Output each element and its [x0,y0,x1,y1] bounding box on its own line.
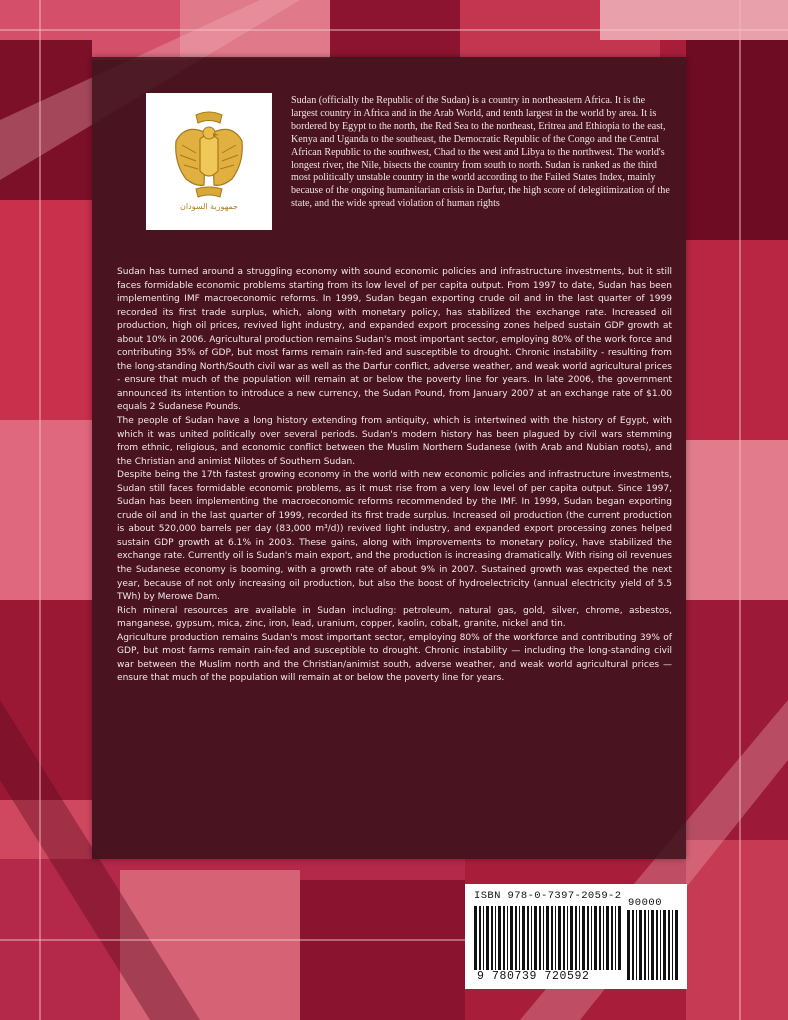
body-text [117,266,672,686]
barcode-bar [618,906,621,970]
barcode-bar [651,910,654,980]
barcode-bar [648,910,649,980]
barcode-bar [558,906,561,970]
barcode-bar [587,906,589,970]
barcode-bar [603,906,604,970]
paragraph-history: The people of Sudan have a long history extending from antiquity, which is intertwined with the history of Egypt, with which it was united politically over several periods. Sudan's modern history has been plagued by civil wars stemming from ethnic, religious, and economic conflict between the Muslim Northern Sudanese (with Arab and Nubian roots), and the Christian and animist Nilotes of Southern Sudan. [117,416,672,467]
barcode-bar [663,910,666,980]
barcode-bar [534,906,537,970]
barcode-bar [627,910,630,980]
barcode-bar [543,906,544,970]
barcode-bar [594,906,597,970]
barcode-bar [539,906,541,970]
barcode-bar [503,906,505,970]
paragraph-agriculture: Agriculture production remains Sudan's most important sector, employing 80% of the workforce and contributing 39% of GDP, but most farms remain rain-fed and susceptible to drought. Chronic instability — including the long-standing civil war between the Muslim north and the Christian/animist south, adverse weather, and weak world agricultural prices — ensure that much of the population will remain at or below the poverty line for years. [117,632,672,684]
barcode-bar [555,906,556,970]
barcode-bar [656,910,658,980]
barcode-bar [639,910,642,980]
barcode-bar [546,906,549,970]
paragraph-economy: Sudan has turned around a struggling economy with sound economic policies and infrastructure investments, but it still faces formidable economic problems starting from its low level of per capita output. From 1997 to date, Sudan has been implementing IMF macroeconomic reforms. In 1999, Sudan began exporting crude oil and in the last quarter of 1999 recorded its first trade surplus, which, along with monetary policy, has stabilized the exchange rate. Increased oil production, high oil prices, revived light industry, and expanded export processing zones helped sustain GDP growth at about 10% in 2006. Agricultural production remains Sudan's most important sector, employing 80% of the work force and contributing 35% of GDP, but most farms remain rain-fed and susceptible to drought. Chronic instability - resulting from the long-standing North/South civil war as well as the Darfur conflict, adverse weather, and weak world agricultural prices - ensure that much of the population will remain at or below the poverty line for years. In late 2006, the government announced its intention to introduce a new currency, the Sudan Pound, from January 2007 at an exchange rate of $1.00 equals 2 Sudanese Pounds. [117,267,672,413]
ean-digits: 9 780739 720592 [477,970,590,983]
paragraph-minerals: Rich mineral resources are available in Sudan including: petroleum, natural gas, gold, silver, chrome, asbestos, manganese, gypsum, mica, zinc, iron, lead, uranium, copper, kaolin, cobalt, granite, nickel and tin. [117,605,672,630]
emblem-frame [146,93,272,230]
barcode-bar [599,906,601,970]
barcode-bar [636,910,637,980]
addon-barcode [626,910,680,980]
intro-paragraph: Sudan (officially the Republic of the Sudan) is a country in northeastern Africa. It is the largest country in Africa and in the Arab World, and tenth largest in the world by area. It is bordered by Egypt to the north, the Red Sea to the northeast, Eritrea and Ethiopia to the east, Kenya and Uganda to the southeast, the Democratic Republic of the Congo and the Central African Republic to the southwest, Chad to the west and Libya to the northwest. The world's longest river, the Nile, bisects the country from south to north. Sudan is ranked as the third most politically unstable country in the world according to the Failed States Index, mainly because of the ongoing humanitarian crisis in Darfur, the high score of delegitimization of the state, and the wide spread violation of human rights [291,95,670,210]
barcode-bar [519,906,520,970]
barcode-bar [495,906,496,970]
barcode-bar [570,906,573,970]
sudan-coat-of-arms-icon [146,93,272,230]
barcode-bar [483,906,484,970]
barcode-bar [486,906,489,970]
price-code: 90000 [628,897,663,909]
barcode-bar [527,906,529,970]
barcode-bar [575,906,577,970]
ean-barcode [473,906,623,970]
barcode-bar [507,906,508,970]
barcode-bar [491,906,493,970]
barcode-bar [615,906,616,970]
barcode-bar [611,906,613,970]
barcode-bar [644,910,646,980]
barcode-bar [563,906,565,970]
barcode-bar [660,910,661,980]
barcode-bar [567,906,568,970]
barcode-bar [591,906,592,970]
paragraph-growth: Despite being the 17th fastest growing economy in the world with new economic policies and infrastructure investments, Sudan still faces formidable economic problems, as it must rise from a very low level of per capita output. Since 1997, Sudan has been implementing the macroeconomic reforms recommended by the IMF. In 1999, Sudan began exporting crude oil and in the last quarter of 1999, recorded its first trade surplus. Increased oil production (the current production is about 520,000 barrels per day (83,000 m³/d)) revived light industry, and expanded export processing zones helped sustain GDP growth at 6.1% in 2003. These gains, along with improvements to monetary policy, have stabilized the exchange rate. Currently oil is Sudan's main export, and the production is increasing dramatically. With rising oil revenues the Sudanese economy is booming, with a growth rate of about 9% in 2007. Sustained growth was expected the next year, because of not only increasing oil production, but also the boost of hydroelectricity (annual electricity yield of 5.5 TWh) by Merowe Dam. [117,470,672,603]
barcode-bar [531,906,532,970]
barcode-bar [510,906,513,970]
barcode-bar [582,906,585,970]
barcode-bar [606,906,609,970]
emblem-inscription: جمهورية السودان [180,202,238,211]
barcode-bar [632,910,634,980]
barcode-bar [479,906,481,970]
barcode-bar [515,906,517,970]
barcode-bar [551,906,553,970]
barcode-bar [672,910,673,980]
barcode-bar [498,906,501,970]
barcode-bar [522,906,525,970]
barcode-bar [579,906,580,970]
barcode-bar [668,910,670,980]
barcode-bar [474,906,477,970]
barcode-bar [675,910,678,980]
isbn-label: ISBN 978-0-7397-2059-2 [474,890,622,902]
